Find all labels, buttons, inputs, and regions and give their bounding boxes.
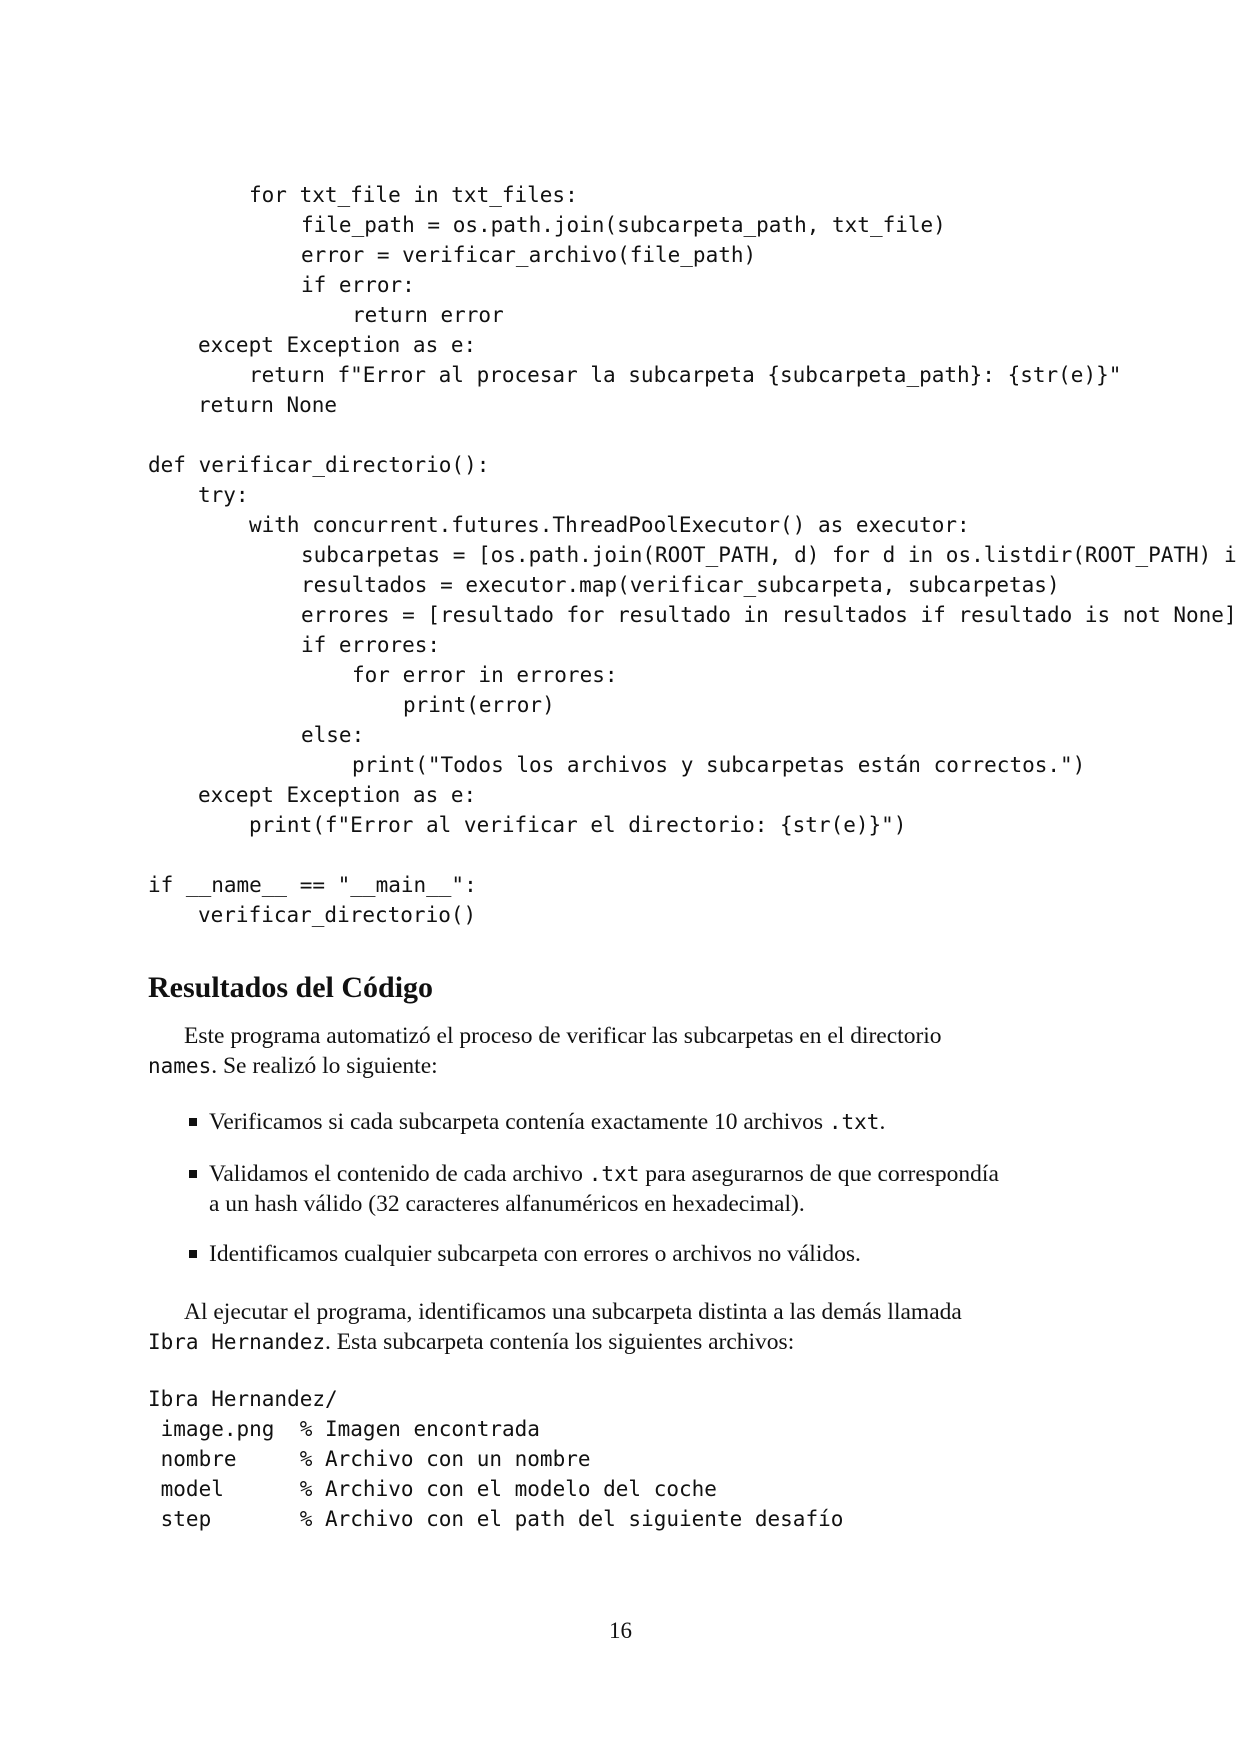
code-line: subcarpetas = [os.path.join(ROOT_PATH, d) for d in os.listdir(ROOT_PATH) i [301,543,1237,567]
code-line: print(f"Error al verificar el directorio: {str(e)}") [249,813,907,837]
code-line: error = verificar_archivo(file_path) [301,243,757,267]
code-line: if __name__ == "__main__": [148,873,477,897]
code-line: errores = [resultado for resultado in resultados if resultado is not None] [301,603,1237,627]
intro-text: . Se realizó lo siguiente: [211,1053,438,1079]
code-line: return None [198,393,338,417]
page-number: 16 [609,1618,632,1643]
code-line: if error: [301,273,415,297]
code-line: resultados = executor.map(verificar_subcarpeta, subcarpetas) [301,573,1060,597]
list-item-text: Validamos el contenido de cada archivo [209,1161,589,1187]
code-line: except Exception as e: [198,333,477,357]
intro-text: Este programa automatizó el proceso de verificar las subcarpetas en el directorio [184,1023,942,1049]
code-line: try: [198,483,249,507]
code-line: except Exception as e: [198,783,477,807]
list-item-continuation: a un hash válido (32 caracteres alfanuméricos en hexadecimal). [209,1191,805,1217]
code-line: print(error) [403,693,555,717]
code-line: for error in errores: [352,663,618,687]
code-line: return error [352,303,504,327]
inline-code: names [148,1054,212,1078]
code-line: if errores: [301,633,441,657]
inline-code: .txt [828,1110,880,1134]
code-line: with concurrent.futures.ThreadPoolExecutor() as executor: [249,513,970,537]
code-line: image.png % Imagen encontrada [148,1417,540,1441]
code-line: def verificar_directorio(): [148,453,490,477]
code-line: verificar_directorio() [198,903,477,927]
list-item-text: Verificamos si cada subcarpeta contenía exactamente 10 archivos [209,1109,829,1135]
list-item: Identificamos cualquier subcarpeta con errores o archivos no válidos. [209,1241,861,1267]
inline-code: Ibra Hernandez [148,1330,326,1354]
code-line: nombre % Archivo con un nombre [148,1447,591,1471]
code-line: Ibra Hernandez/ [148,1387,338,1411]
code-line: print("Todos los archivos y subcarpetas están correctos.") [352,753,1086,777]
list-item-text: para asegurarnos de que correspondía [639,1161,999,1187]
outro-text: Al ejecutar el programa, identificamos una subcarpeta distinta a las demás llamada [184,1299,962,1325]
code-line: return f"Error al procesar la subcarpeta {subcarpeta_path}: {str(e)}" [249,363,1122,387]
section-heading: Resultados del Código [148,971,434,1004]
code-line: file_path = os.path.join(subcarpeta_path, txt_file) [301,213,946,237]
list-item-text: . [879,1109,886,1135]
outro-text: . Esta subcarpeta contenía los siguientes archivos: [325,1329,795,1355]
inline-code: .txt [588,1162,640,1186]
code-line: model % Archivo con el modelo del coche [148,1477,717,1501]
code-line: else: [301,723,365,747]
code-line: for txt_file in txt_files: [249,183,578,207]
code-line: step % Archivo con el path del siguiente desafío [148,1507,844,1531]
